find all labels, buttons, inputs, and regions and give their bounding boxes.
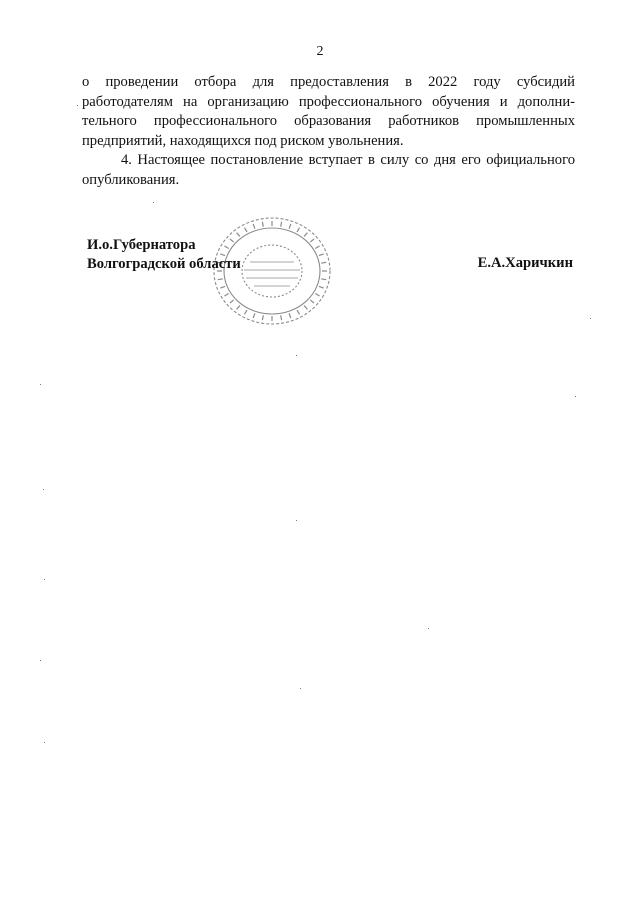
signatory-position-line-2: Волгоградской области [87,255,241,272]
seal-tick [281,315,282,320]
scan-speck [300,688,301,689]
seal-tick [218,279,223,280]
scan-speck [296,355,297,356]
seal-tick [237,306,240,310]
seal-tick [253,313,255,318]
paragraph-1-line-1: о проведении отбора для предоставления в 2022 году субсидий [82,74,575,90]
paragraph-1-line-2: работодателям на организацию профессионального обучения и дополни- [82,93,575,110]
seal-tick [319,254,324,256]
paragraph-1-line-4: предприятий, находящихся под риском увольнения. [82,132,404,149]
scan-speck [77,105,78,106]
scan-speck [44,579,45,580]
signatory-position-line-1: И.о.Губернатора [87,237,196,253]
seal-tick [297,310,300,314]
seal-tick [245,228,248,232]
seal-tick [281,222,282,227]
paragraph-1-line-3: тельного профессионального образования работников промышленных [82,113,575,129]
seal-tick [289,313,291,318]
seal-tick [253,224,255,229]
seal-tick [321,262,326,263]
seal-tick [310,300,314,303]
seal-tick [304,306,307,310]
seal-tick [230,300,234,303]
seal-tick [321,279,326,280]
seal-tick [262,222,263,227]
signatory-position [87,236,241,273]
seal-tick [297,228,300,232]
seal-tick [220,286,225,288]
scan-speck [428,628,429,629]
scan-speck [575,396,576,397]
scan-speck [43,489,44,490]
paragraph-2-line-2: опубликования. [82,171,180,188]
scan-speck [296,520,297,521]
scan-speck [44,742,45,743]
page-number: 2 [316,44,324,59]
seal-tick [224,294,228,297]
scan-speck [590,318,591,319]
scan-speck [40,384,41,385]
signatory-name: Е.А.Харичкин [477,255,573,271]
document-body [82,73,575,190]
seal-tick [304,233,307,237]
scan-speck [40,660,41,661]
seal-tick [289,224,291,229]
seal-tick [245,310,248,314]
paragraph-2-line-1: 4. Настоящее постановление вступает в силу со дня его официального [121,152,575,168]
seal-tick [315,246,319,249]
seal-tick [319,286,324,288]
seal-tick [310,239,314,242]
scan-speck [153,202,154,203]
seal-tick [315,294,319,297]
seal-tick [262,315,263,320]
